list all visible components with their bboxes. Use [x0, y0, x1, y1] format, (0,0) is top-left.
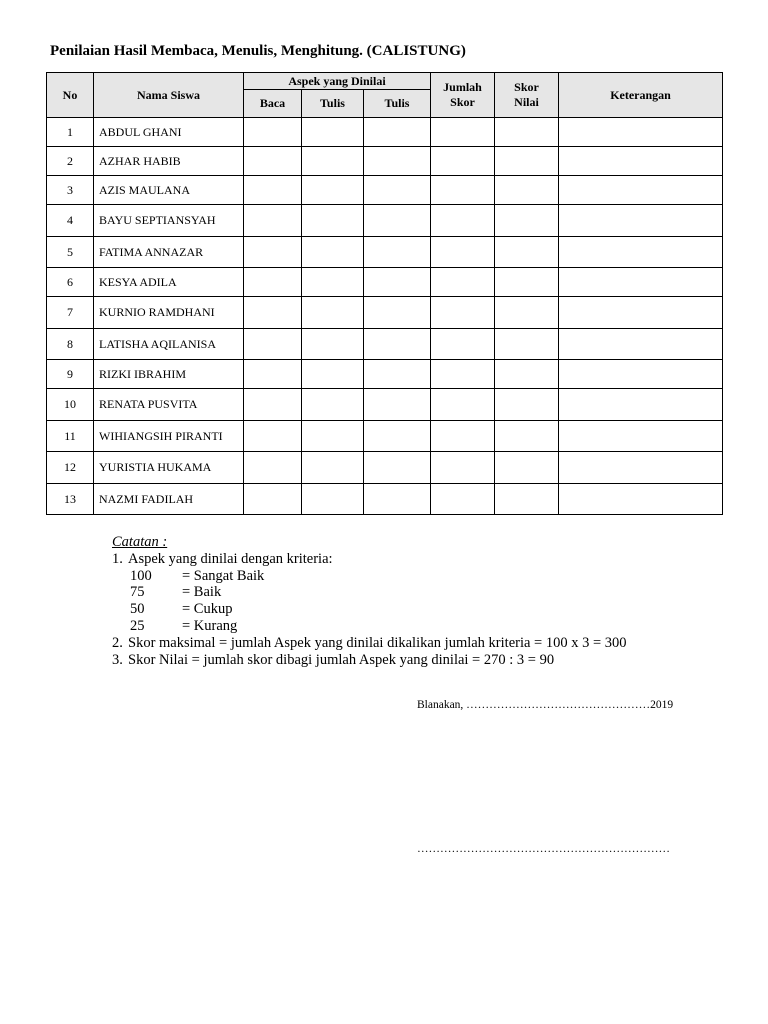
keterangan-cell: [559, 205, 723, 237]
table-row: [47, 329, 723, 360]
place-date-line: Blanakan, …………………………………………2019: [417, 699, 674, 711]
skor-nilai-cell: [495, 421, 559, 452]
header-tulis-1: Tulis: [302, 90, 364, 118]
score-tulis-1-cell: [302, 297, 364, 329]
score-tulis-2-cell: [364, 360, 431, 389]
table-row: [47, 484, 723, 515]
skor-nilai-cell: [495, 118, 559, 147]
header-no: No: [47, 73, 94, 118]
score-tulis-1-cell: [302, 176, 364, 205]
score-baca-cell: [244, 268, 302, 297]
score-tulis-1-cell: [302, 329, 364, 360]
row-number: 7: [47, 297, 94, 329]
row-number: 13: [47, 484, 94, 515]
score-tulis-1-cell: [302, 484, 364, 515]
student-name: KURNIO RAMDHANI: [94, 297, 244, 329]
student-name: BAYU SEPTIANSYAH: [94, 205, 244, 237]
student-name: LATISHA AQILANISA: [94, 329, 244, 360]
jumlah-skor-cell: [431, 452, 495, 484]
criteria-list: [112, 568, 627, 635]
table-row: [47, 237, 723, 268]
note-2-text: Skor maksimal = jumlah Aspek yang dinilai dikalikan jumlah kriteria = 100 x 3 = 300: [128, 634, 627, 651]
score-baca-cell: [244, 205, 302, 237]
note-1-text: Aspek yang dinilai dengan kriteria:: [128, 550, 333, 567]
score-tulis-1-cell: [302, 147, 364, 176]
score-tulis-2-cell: [364, 118, 431, 147]
score-tulis-1-cell: [302, 360, 364, 389]
note-3-text: Skor Nilai = jumlah skor dibagi jumlah Aspek yang dinilai = 270 : 3 = 90: [128, 651, 555, 668]
row-number: 11: [47, 421, 94, 452]
header-nama-siswa: Nama Siswa: [94, 73, 244, 118]
student-name: ABDUL GHANI: [94, 118, 244, 147]
row-number: 1: [47, 118, 94, 147]
jumlah-skor-cell: [431, 268, 495, 297]
table-row: [47, 176, 723, 205]
header-aspek: Aspek yang Dinilai: [244, 73, 431, 90]
score-tulis-2-cell: [364, 484, 431, 515]
skor-nilai-cell: [495, 389, 559, 421]
row-number: 8: [47, 329, 94, 360]
header-jumlah-line1: Jumlah: [443, 80, 482, 94]
student-name: FATIMA ANNAZAR: [94, 237, 244, 268]
keterangan-cell: [559, 237, 723, 268]
score-baca-cell: [244, 360, 302, 389]
score-tulis-1-cell: [302, 205, 364, 237]
table-row: [47, 360, 723, 389]
skor-nilai-cell: [495, 147, 559, 176]
score-baca-cell: [244, 484, 302, 515]
row-number: 4: [47, 205, 94, 237]
score-baca-cell: [244, 329, 302, 360]
score-baca-cell: [244, 237, 302, 268]
row-number: 3: [47, 176, 94, 205]
jumlah-skor-cell: [431, 237, 495, 268]
score-tulis-2-cell: [364, 205, 431, 237]
criteria-value: 25: [130, 617, 145, 634]
table-row: [47, 452, 723, 484]
keterangan-cell: [559, 176, 723, 205]
header-jumlah-skor: [431, 73, 495, 118]
keterangan-cell: [559, 421, 723, 452]
jumlah-skor-cell: [431, 389, 495, 421]
criteria-label: = Baik: [182, 584, 222, 601]
page-title: Penilaian Hasil Membaca, Menulis, Menghitung. (CALISTUNG): [50, 43, 466, 59]
score-baca-cell: [244, 452, 302, 484]
jumlah-skor-cell: [431, 360, 495, 389]
header-skor-line2: Nilai: [514, 95, 539, 109]
student-name: AZIS MAULANA: [94, 176, 244, 205]
skor-nilai-cell: [495, 360, 559, 389]
row-number: 6: [47, 268, 94, 297]
score-baca-cell: [244, 147, 302, 176]
header-skor-line1: Skor: [514, 80, 539, 94]
header-keterangan: Keterangan: [559, 73, 723, 118]
criteria-item: [112, 618, 627, 635]
criteria-label: = Kurang: [182, 617, 238, 634]
criteria-item: [112, 584, 627, 601]
score-tulis-2-cell: [364, 389, 431, 421]
header-baca: Baca: [244, 90, 302, 118]
skor-nilai-cell: [495, 268, 559, 297]
score-tulis-2-cell: [364, 268, 431, 297]
criteria-value: 75: [130, 584, 145, 601]
jumlah-skor-cell: [431, 484, 495, 515]
table-row: [47, 421, 723, 452]
keterangan-cell: [559, 118, 723, 147]
note-3-number: 3.: [112, 651, 123, 668]
table-row: [47, 147, 723, 176]
table-row: [47, 389, 723, 421]
skor-nilai-cell: [495, 237, 559, 268]
score-tulis-2-cell: [364, 176, 431, 205]
score-tulis-2-cell: [364, 147, 431, 176]
keterangan-cell: [559, 452, 723, 484]
skor-nilai-cell: [495, 484, 559, 515]
student-name: AZHAR HABIB: [94, 147, 244, 176]
score-tulis-2-cell: [364, 421, 431, 452]
score-tulis-2-cell: [364, 452, 431, 484]
note-2-number: 2.: [112, 634, 123, 651]
table-row: [47, 118, 723, 147]
criteria-value: 50: [130, 601, 145, 618]
student-name: NAZMI FADILAH: [94, 484, 244, 515]
jumlah-skor-cell: [431, 118, 495, 147]
jumlah-skor-cell: [431, 421, 495, 452]
skor-nilai-cell: [495, 297, 559, 329]
keterangan-cell: [559, 329, 723, 360]
skor-nilai-cell: [495, 329, 559, 360]
criteria-item: [112, 568, 627, 585]
jumlah-skor-cell: [431, 176, 495, 205]
score-baca-cell: [244, 389, 302, 421]
keterangan-cell: [559, 268, 723, 297]
score-baca-cell: [244, 176, 302, 205]
jumlah-skor-cell: [431, 205, 495, 237]
student-name: RENATA PUSVITA: [94, 389, 244, 421]
criteria-label: = Sangat Baik: [182, 567, 265, 584]
score-baca-cell: [244, 118, 302, 147]
table-row: [47, 205, 723, 237]
keterangan-cell: [559, 360, 723, 389]
skor-nilai-cell: [495, 205, 559, 237]
skor-nilai-cell: [495, 176, 559, 205]
note-1-number: 1.: [112, 550, 123, 567]
row-number: 5: [47, 237, 94, 268]
jumlah-skor-cell: [431, 329, 495, 360]
score-tulis-1-cell: [302, 421, 364, 452]
criteria-value: 100: [130, 567, 152, 584]
notes-section: [112, 534, 627, 668]
score-tulis-1-cell: [302, 452, 364, 484]
score-tulis-2-cell: [364, 329, 431, 360]
row-number: 2: [47, 147, 94, 176]
row-number: 12: [47, 452, 94, 484]
score-tulis-2-cell: [364, 237, 431, 268]
score-tulis-1-cell: [302, 237, 364, 268]
keterangan-cell: [559, 147, 723, 176]
header-tulis-2: Tulis: [364, 90, 431, 118]
jumlah-skor-cell: [431, 297, 495, 329]
score-tulis-1-cell: [302, 389, 364, 421]
notes-caption: Catatan :: [112, 534, 168, 550]
header-skor-nilai: [495, 73, 559, 118]
signature-line: …………………………………………………………: [417, 843, 670, 855]
score-tulis-1-cell: [302, 118, 364, 147]
score-baca-cell: [244, 297, 302, 329]
score-tulis-2-cell: [364, 297, 431, 329]
criteria-item: [112, 601, 627, 618]
keterangan-cell: [559, 389, 723, 421]
score-tulis-1-cell: [302, 268, 364, 297]
row-number: 9: [47, 360, 94, 389]
keterangan-cell: [559, 297, 723, 329]
student-name: YURISTIA HUKAMA: [94, 452, 244, 484]
criteria-label: = Cukup: [182, 601, 233, 618]
row-number: 10: [47, 389, 94, 421]
table-row: [47, 297, 723, 329]
student-name: RIZKI IBRAHIM: [94, 360, 244, 389]
skor-nilai-cell: [495, 452, 559, 484]
student-name: WIHIANGSIH PIRANTI: [94, 421, 244, 452]
assessment-table: [46, 72, 723, 515]
table-row: [47, 268, 723, 297]
student-name: KESYA ADILA: [94, 268, 244, 297]
keterangan-cell: [559, 484, 723, 515]
score-baca-cell: [244, 421, 302, 452]
header-jumlah-line2: Skor: [450, 95, 475, 109]
jumlah-skor-cell: [431, 147, 495, 176]
